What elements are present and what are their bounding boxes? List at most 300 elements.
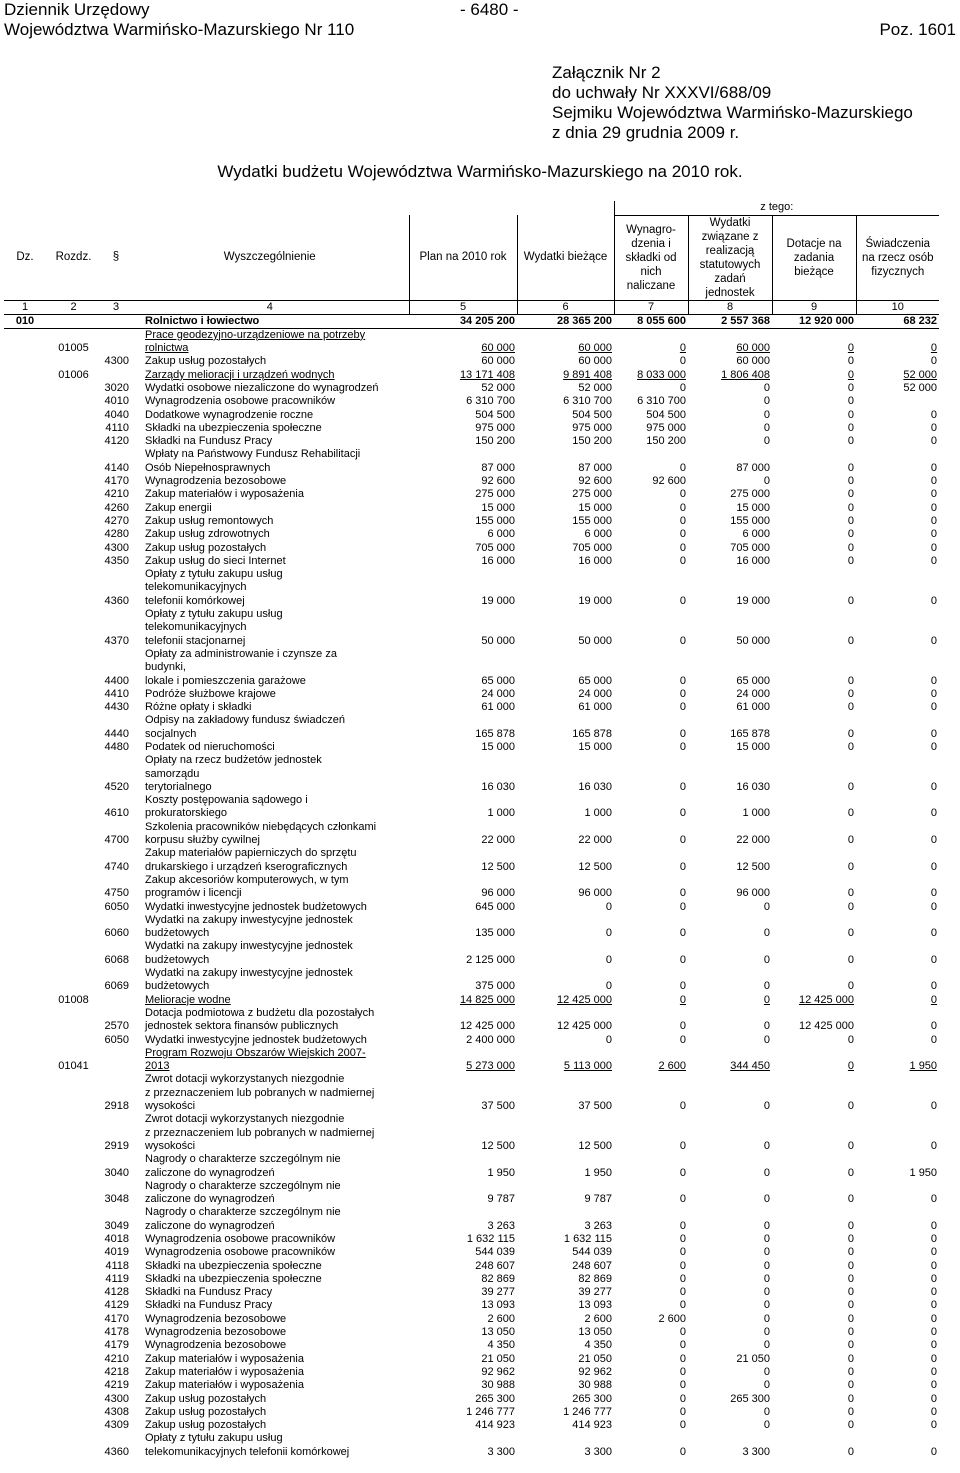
- cell-amount: 0: [763, 1193, 771, 1206]
- cell-amount: 0: [847, 953, 855, 966]
- cell-amount: 1 950: [487, 1166, 515, 1179]
- cell-gap: [131, 1180, 143, 1207]
- cell-rozdz: [46, 1180, 101, 1207]
- cell-description: [143, 488, 409, 501]
- cell-paragraph: 4700: [104, 834, 129, 847]
- description-line: Zwrot dotacji wykorzystanych niezgodnie: [145, 1073, 345, 1086]
- description-line: Składki na ubezpieczenia społeczne: [145, 1259, 322, 1272]
- cell-description: [143, 1313, 409, 1326]
- cell-description: [143, 1379, 409, 1392]
- cell-amount: 0: [763, 475, 771, 488]
- col-number: 6: [517, 300, 614, 314]
- cell-amount: 6 310 700: [466, 395, 515, 408]
- cell-description: [143, 435, 409, 448]
- table-row: [4, 1432, 939, 1459]
- table-row: [4, 1286, 939, 1299]
- cell-amount: 0: [847, 1193, 855, 1206]
- description-line: telekomunikacyjnych telefonii komórkowej: [145, 1445, 350, 1458]
- description-line: Wynagrodzenia bezosobowe: [145, 1312, 287, 1325]
- cell-rozdz: [46, 714, 101, 741]
- cell-amount: 39 277: [481, 1286, 515, 1299]
- cell-amount: 50 000: [736, 634, 771, 647]
- cell-amount: 0: [930, 501, 938, 514]
- cell-amount: 34 205 200: [409, 314, 517, 328]
- table-row: [4, 967, 939, 994]
- cell-amount: 0: [847, 1365, 855, 1378]
- cell-rozdz: [46, 1339, 101, 1352]
- cell-paragraph: 4178: [104, 1326, 129, 1339]
- cell-dz: [4, 355, 46, 368]
- cell-description: [143, 1406, 409, 1419]
- cell-rozdz: [46, 754, 101, 794]
- cell-rozdz: [46, 1113, 101, 1153]
- cell-paragraph: 3048: [104, 1193, 129, 1206]
- cell-gap: [131, 994, 143, 1007]
- cell-gap: [131, 314, 143, 328]
- cell-dz: [4, 1007, 46, 1034]
- cell-paragraph: 4610: [104, 807, 129, 820]
- cell-amount: 0: [847, 1166, 855, 1179]
- cell-paragraph: 4170: [104, 1312, 129, 1325]
- cell-amount: 4 350: [487, 1339, 515, 1352]
- cell-amount: 0: [847, 1219, 855, 1232]
- col-subsidies: Dotacje na zadania bieżące: [772, 215, 856, 300]
- cell-amount: 12 425 000: [798, 1020, 855, 1033]
- description-line: Zakup materiałów i wyposażenia: [145, 1352, 304, 1365]
- cell-amount: 13 050: [481, 1326, 515, 1339]
- cell-amount: 19 000: [481, 594, 515, 607]
- description-line: Składki na Fundusz Pracy: [145, 435, 273, 448]
- cell-amount: 0: [930, 1139, 938, 1152]
- cell-amount: 0: [847, 395, 855, 408]
- cell-dz: [4, 1246, 46, 1259]
- cell-paragraph: 2570: [104, 1020, 129, 1033]
- cell-gap: [131, 568, 143, 608]
- cell-dz: [4, 914, 46, 941]
- cell-description: [143, 1339, 409, 1352]
- cell-amount: 6 310 700: [637, 395, 687, 408]
- description-line: Zakup materiałów papierniczych do sprzętu: [145, 847, 357, 860]
- cell-amount: 0: [763, 900, 771, 913]
- cell-amount: 52 000: [903, 368, 938, 381]
- cell-gap: [131, 502, 143, 515]
- description-line: 2013: [145, 1060, 170, 1073]
- cell-amount: 30 988: [481, 1379, 515, 1392]
- description-line: Nagrody o charakterze szczególnym nie: [145, 1179, 341, 1192]
- cell-amount: 0: [763, 1259, 771, 1272]
- cell-amount: 0: [679, 993, 687, 1006]
- cell-amount: 0: [847, 381, 855, 394]
- cell-amount: 544 039: [572, 1246, 613, 1259]
- page-number: - 6480 -: [460, 0, 519, 19]
- cell-rozdz: [46, 648, 101, 688]
- cell-paragraph: 4440: [104, 727, 129, 740]
- cell-gap: [131, 741, 143, 754]
- cell-amount: 1 246 777: [466, 1405, 515, 1418]
- table-row: [4, 409, 939, 422]
- description-line: zaliczone do wynagrodzeń: [145, 1193, 275, 1206]
- cell-amount: 0: [679, 674, 687, 687]
- cell-dz: [4, 528, 46, 541]
- cell-amount: 0: [930, 1299, 938, 1312]
- cell-rozdz: [46, 847, 101, 874]
- cell-amount: 0: [847, 528, 855, 541]
- cell-amount: 0: [605, 1033, 613, 1046]
- cell-rozdz: [46, 475, 101, 488]
- cell-rozdz: [46, 422, 101, 435]
- table-row: [4, 714, 939, 741]
- cell-amount: 0: [847, 900, 855, 913]
- cell-amount: 0: [847, 475, 855, 488]
- table-row: [4, 1406, 939, 1419]
- cell-gap: [131, 1273, 143, 1286]
- cell-amount: 0: [605, 927, 613, 940]
- cell-rozdz: [46, 1379, 101, 1392]
- col-current: Wydatki bieżące: [517, 215, 614, 300]
- cell-amount: 0: [847, 501, 855, 514]
- table-row: [4, 1393, 939, 1406]
- cell-amount: 0: [763, 1100, 771, 1113]
- cell-amount: 12 500: [578, 860, 613, 873]
- cell-dz: [4, 409, 46, 422]
- cell-amount: 3 300: [584, 1445, 613, 1458]
- col-salaries: Wynagro-dzenia i składki od nich naliczane: [614, 215, 688, 300]
- cell-rozdz: [46, 515, 101, 528]
- cell-amount: 12 500: [481, 1139, 515, 1152]
- cell-rozdz: 01041: [58, 1060, 89, 1073]
- cell-amount: 0: [847, 1272, 855, 1285]
- cell-dz: [4, 1073, 46, 1113]
- cell-description: [143, 608, 409, 648]
- description-line: Wpłaty na Państwowy Fundusz Rehabilitacji: [145, 448, 361, 461]
- cell-gap: [131, 1007, 143, 1034]
- cell-amount: 645 000: [475, 900, 515, 913]
- description-line: Zakup materiałów i wyposażenia: [145, 1365, 304, 1378]
- cell-gap: [131, 1073, 143, 1113]
- cell-amount: 0: [930, 741, 938, 753]
- cell-amount: 15 000: [481, 501, 515, 514]
- position-number: Poz. 1601: [879, 20, 956, 39]
- description-line: Zakup energii: [145, 501, 212, 514]
- cell-amount: 0: [930, 1445, 938, 1458]
- col-rozdz: Rozdz.: [55, 251, 92, 264]
- cell-rozdz: [46, 1233, 101, 1246]
- cell-dz: [4, 1379, 46, 1392]
- cell-amount: 22 000: [736, 834, 771, 847]
- col-benefits: Świadczenia na rzecz osób fizycznych: [856, 215, 939, 300]
- cell-amount: 0: [930, 780, 938, 793]
- cell-dz: [4, 1406, 46, 1419]
- table-row: [4, 555, 939, 568]
- annex-line: do uchwały Nr XXXVI/688/09: [552, 83, 772, 102]
- table-row: [4, 754, 939, 794]
- table-row: [4, 1206, 939, 1233]
- cell-description: [143, 914, 409, 941]
- cell-paragraph: 4410: [104, 687, 129, 700]
- cell-amount: 0: [930, 1033, 938, 1046]
- cell-paragraph: 4219: [104, 1379, 129, 1392]
- cell-dz: [4, 714, 46, 741]
- cell-amount: 165 878: [475, 727, 515, 740]
- table-row: [4, 701, 939, 714]
- cell-amount: 0: [847, 1405, 855, 1418]
- journal-title: Dziennik Urzędowy: [4, 0, 150, 19]
- description-line: Składki na ubezpieczenia społeczne: [145, 421, 322, 434]
- cell-rozdz: [46, 488, 101, 501]
- cell-rozdz: 01006: [58, 368, 89, 381]
- section-row: [4, 314, 939, 328]
- cell-amount: 265 300: [572, 1392, 613, 1405]
- cell-dz: [4, 382, 46, 395]
- cell-amount: 12 425 000: [556, 993, 613, 1006]
- cell-amount: 1 950: [909, 1166, 938, 1179]
- cell-paragraph: 2918: [104, 1100, 129, 1113]
- table-row: [4, 1326, 939, 1339]
- cell-dz: [4, 1366, 46, 1379]
- description-line: lokale i pomieszczenia garażowe: [145, 674, 306, 687]
- table-row: [4, 435, 939, 448]
- cell-gap: [131, 794, 143, 821]
- cell-rozdz: [46, 701, 101, 714]
- cell-amount: 0: [679, 834, 687, 847]
- cell-description: [143, 901, 409, 914]
- cell-amount: 275 000: [730, 488, 771, 501]
- table-row: [4, 355, 939, 368]
- description-line: budżetowych: [145, 927, 210, 940]
- cell-paragraph: 4260: [104, 501, 129, 514]
- cell-dz: [4, 1034, 46, 1047]
- cell-rozdz: [46, 528, 101, 541]
- cell-amount: 52 000: [481, 381, 515, 394]
- cell-amount: 0: [763, 1326, 771, 1339]
- cell-amount: 12 425 000: [556, 1020, 613, 1033]
- description-line: budynki,: [145, 661, 186, 674]
- cell-dz: [4, 1432, 46, 1459]
- cell-description: [143, 1432, 409, 1459]
- cell-rozdz: [46, 435, 101, 448]
- cell-gap: [131, 714, 143, 741]
- cell-amount: 0: [679, 1352, 687, 1365]
- cell-amount: 22 000: [481, 834, 515, 847]
- cell-dz: [4, 1326, 46, 1339]
- cell-gap: [131, 369, 143, 382]
- description-line: Opłaty z tytułu zakupu usług: [145, 1432, 283, 1445]
- cell-amount: 0: [763, 993, 771, 1006]
- cell-gap: [131, 422, 143, 435]
- cell-amount: 1 806 408: [721, 368, 771, 381]
- cell-amount: 6 000: [584, 528, 613, 541]
- cell-amount: 50 000: [578, 634, 613, 647]
- cell-amount: 1 000: [487, 807, 515, 820]
- cell-amount: 0: [930, 1405, 938, 1418]
- cell-amount: 21 050: [736, 1352, 771, 1365]
- cell-amount: 0: [930, 1312, 938, 1325]
- cell-amount: 0: [847, 408, 855, 421]
- description-line: Składki na ubezpieczenia społeczne: [145, 1272, 322, 1285]
- cell-gap: [131, 435, 143, 448]
- cell-description: [143, 515, 409, 528]
- description-line: Opłaty na rzecz budżetów jednostek: [145, 754, 322, 767]
- table-row: [4, 1353, 939, 1366]
- cell-amount: 0: [679, 980, 687, 993]
- cell-amount: 12 425 000: [459, 1020, 515, 1033]
- cell-amount: 96 000: [736, 887, 771, 900]
- cell-amount: 0: [847, 1259, 855, 1272]
- cell-rozdz: 01008: [58, 993, 89, 1006]
- cell-amount: 0: [679, 554, 687, 567]
- description-line: z przeznaczeniem lub pobranych w nadmiernej: [145, 1126, 375, 1139]
- cell-description: [143, 1299, 409, 1312]
- cell-amount: 0: [847, 980, 855, 993]
- cell-rozdz: [46, 741, 101, 754]
- description-line: Zakup usług zdrowotnych: [145, 528, 270, 541]
- cell-amount: 0: [930, 927, 938, 940]
- description-line: Zakup usług pozostałych: [145, 1405, 267, 1418]
- cell-gap: [131, 967, 143, 994]
- cell-description: [143, 754, 409, 794]
- table-row: [4, 1007, 939, 1034]
- cell-amount: 0: [679, 342, 687, 355]
- cell-amount: 0: [679, 381, 687, 394]
- description-line: jednostek sektora finansów publicznych: [145, 1020, 339, 1033]
- cell-amount: 4 350: [584, 1339, 613, 1352]
- cell-amount: 0: [679, 528, 687, 541]
- cell-rozdz: [46, 502, 101, 515]
- cell-rozdz: [46, 555, 101, 568]
- cell-description: [143, 502, 409, 515]
- table-row: [4, 568, 939, 608]
- cell-description: [143, 648, 409, 688]
- cell-description: [143, 940, 409, 967]
- cell-amount: 0: [847, 1379, 855, 1392]
- cell-dz: [4, 1339, 46, 1352]
- cell-dz: [4, 821, 46, 848]
- cell-description: [143, 1073, 409, 1113]
- table-row: [4, 1153, 939, 1180]
- cell-amount: 65 000: [578, 674, 613, 687]
- description-line: Zwrot dotacji wykorzystanych niezgodnie: [145, 1113, 345, 1126]
- cell-rozdz: [46, 542, 101, 555]
- cell-amount: 16 030: [481, 780, 515, 793]
- cell-amount: 375 000: [475, 980, 515, 993]
- cell-paragraph: 3020: [104, 381, 129, 394]
- cell-amount: 0: [930, 1232, 938, 1245]
- cell-amount: 9 787: [487, 1193, 515, 1206]
- description-line: wysokości: [145, 1100, 196, 1113]
- cell-gap: [131, 515, 143, 528]
- cell-paragraph: 4179: [104, 1339, 129, 1352]
- cell-amount: 39 277: [578, 1286, 613, 1299]
- description-line: Nagrody o charakterze szczególnym nie: [145, 1153, 341, 1166]
- cell-gap: [131, 914, 143, 941]
- cell-amount: 9 891 408: [563, 368, 613, 381]
- cell-paragraph: 4309: [104, 1419, 129, 1432]
- cell-amount: 150 200: [646, 435, 687, 448]
- col-dz: Dz.: [16, 251, 34, 264]
- cell-amount: 2 600: [658, 1312, 687, 1325]
- cell-amount: 61 000: [578, 701, 613, 714]
- col-number: 3: [101, 300, 131, 314]
- cell-amount: 52 000: [903, 381, 938, 394]
- cell-amount: 0: [679, 1392, 687, 1405]
- table-row: [4, 741, 939, 754]
- cell-description: [143, 1034, 409, 1047]
- cell-description: [143, 874, 409, 901]
- cell-rozdz: [46, 448, 101, 475]
- table-row: [4, 448, 939, 475]
- cell-amount: 3 300: [742, 1445, 771, 1458]
- annex-block: [552, 63, 913, 143]
- cell-dz: [4, 502, 46, 515]
- cell-amount: 37 500: [578, 1100, 613, 1113]
- cell-amount: 5 113 000: [563, 1060, 613, 1073]
- cell-amount: 0: [930, 421, 938, 434]
- cell-amount: 5 273 000: [466, 1060, 515, 1073]
- description-line: Wydatki inwestycyjne jednostek budżetowych: [145, 1033, 367, 1046]
- cell-amount: 0: [930, 860, 938, 873]
- cell-paragraph: 4119: [105, 1272, 129, 1285]
- cell-amount: 65 000: [481, 674, 515, 687]
- cell-description: [143, 1246, 409, 1259]
- cell-amount: 0: [930, 953, 938, 966]
- cell-amount: 8 033 000: [637, 368, 687, 381]
- cell-gap: [131, 395, 143, 408]
- cell-description: [143, 314, 409, 328]
- cell-amount: 0: [679, 1139, 687, 1152]
- cell-amount: 13 050: [578, 1326, 613, 1339]
- description-line: Wynagrodzenia bezosobowe: [145, 475, 287, 488]
- cell-dz: [4, 1299, 46, 1312]
- cell-amount: 92 962: [481, 1365, 515, 1378]
- cell-amount: 150 200: [475, 435, 515, 448]
- cell-amount: 0: [930, 475, 938, 488]
- cell-gap: [131, 1034, 143, 1047]
- table-row: [4, 648, 939, 688]
- cell-gap: [131, 1233, 143, 1246]
- cell-gap: [131, 754, 143, 794]
- cell-amount: 2 557 368: [688, 314, 772, 328]
- table-row: [4, 940, 939, 967]
- cell-amount: 52 000: [578, 381, 613, 394]
- cell-description: [143, 382, 409, 395]
- cell-amount: 0: [930, 834, 938, 847]
- cell-amount: 15 000: [736, 501, 771, 514]
- cell-amount: 21 050: [481, 1352, 515, 1365]
- cell-rozdz: [46, 940, 101, 967]
- cell-amount: 0: [763, 1246, 771, 1259]
- cell-description: [143, 1047, 409, 1074]
- col-number: 4: [131, 300, 409, 314]
- cell-amount: 0: [847, 1232, 855, 1245]
- cell-amount: 1 000: [584, 807, 613, 820]
- col-plan: Plan na 2010 rok: [409, 215, 517, 300]
- cell-amount: 60 000: [481, 355, 515, 368]
- cell-paragraph: 4210: [104, 488, 129, 501]
- cell-amount: 0: [930, 408, 938, 421]
- cell-amount: 0: [679, 1246, 687, 1259]
- cell-paragraph: 4118: [105, 1259, 129, 1272]
- cell-description: [143, 1393, 409, 1406]
- cell-amount: 1 246 777: [563, 1405, 613, 1418]
- cell-rozdz: [46, 1432, 101, 1459]
- table-row: [4, 914, 939, 941]
- cell-amount: 0: [679, 355, 687, 368]
- description-line: Wynagrodzenia osobowe pracowników: [145, 1232, 336, 1245]
- table-row: [4, 475, 939, 488]
- cell-description: [143, 1233, 409, 1246]
- cell-amount: 9 787: [584, 1193, 613, 1206]
- cell-description: [143, 1260, 409, 1273]
